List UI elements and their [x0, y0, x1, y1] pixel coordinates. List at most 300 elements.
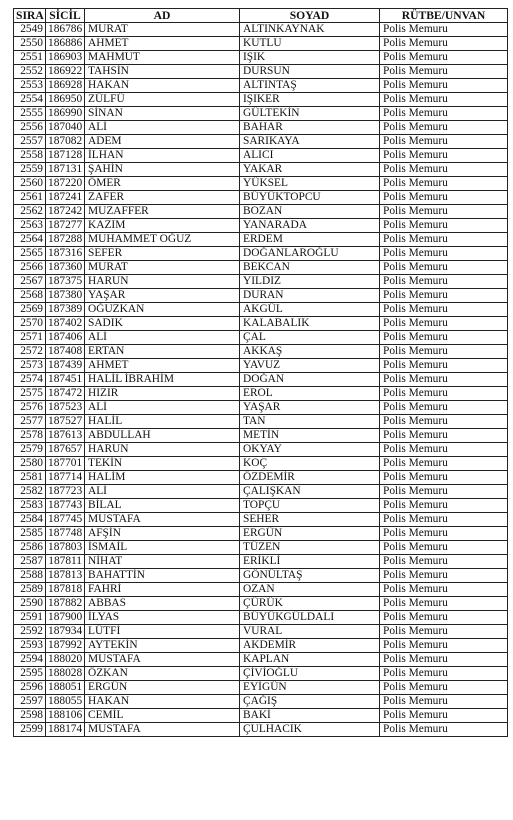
cell-soyad: YAŞAR — [240, 401, 380, 415]
cell-ad: HAKAN — [85, 695, 240, 709]
header-soyad: SOYAD — [240, 9, 380, 23]
table-row — [14, 177, 508, 191]
cell-sira: 2578 — [14, 429, 46, 443]
cell-soyad: YAKAR — [240, 163, 380, 177]
cell-sicil: 187131 — [46, 163, 85, 177]
table-body — [14, 23, 508, 737]
table-row — [14, 345, 508, 359]
cell-sira: 2552 — [14, 65, 46, 79]
table-row — [14, 667, 508, 681]
table-row — [14, 79, 508, 93]
cell-ad: ERGÜN — [85, 681, 240, 695]
table-row — [14, 247, 508, 261]
cell-sicil: 187380 — [46, 289, 85, 303]
cell-ad: ALİ — [85, 401, 240, 415]
table-row — [14, 695, 508, 709]
cell-ad: MUHAMMET OĞUZ — [85, 233, 240, 247]
cell-sicil: 187408 — [46, 345, 85, 359]
cell-rutbe: Polis Memuru — [380, 121, 508, 135]
cell-soyad: BÜYÜKTOPCU — [240, 191, 380, 205]
cell-sira: 2580 — [14, 457, 46, 471]
cell-sira: 2556 — [14, 121, 46, 135]
table-row — [14, 233, 508, 247]
cell-sira: 2558 — [14, 149, 46, 163]
cell-sicil: 186990 — [46, 107, 85, 121]
cell-sicil: 187316 — [46, 247, 85, 261]
cell-sicil: 188174 — [46, 723, 85, 737]
cell-sira: 2586 — [14, 541, 46, 555]
cell-sira: 2595 — [14, 667, 46, 681]
cell-soyad: SARIKAYA — [240, 135, 380, 149]
cell-ad: ZÜLFÜ — [85, 93, 240, 107]
cell-soyad: GÖNÜLTAŞ — [240, 569, 380, 583]
cell-ad: SADIK — [85, 317, 240, 331]
cell-sira: 2576 — [14, 401, 46, 415]
cell-soyad: EROL — [240, 387, 380, 401]
cell-sicil: 187743 — [46, 499, 85, 513]
table-row — [14, 471, 508, 485]
cell-soyad: ERGÜN — [240, 527, 380, 541]
cell-ad: ERTAN — [85, 345, 240, 359]
cell-soyad: TÜZEN — [240, 541, 380, 555]
cell-ad: MUSTAFA — [85, 723, 240, 737]
cell-sicil: 187714 — [46, 471, 85, 485]
table-row — [14, 387, 508, 401]
cell-soyad: ÇULHACIK — [240, 723, 380, 737]
cell-rutbe: Polis Memuru — [380, 541, 508, 555]
cell-rutbe: Polis Memuru — [380, 625, 508, 639]
cell-soyad: ÇALIŞKAN — [240, 485, 380, 499]
cell-soyad: ÖZDEMİR — [240, 471, 380, 485]
cell-rutbe: Polis Memuru — [380, 275, 508, 289]
cell-rutbe: Polis Memuru — [380, 107, 508, 121]
cell-rutbe: Polis Memuru — [380, 191, 508, 205]
cell-rutbe: Polis Memuru — [380, 163, 508, 177]
cell-soyad: ÇAĞIŞ — [240, 695, 380, 709]
table-row — [14, 709, 508, 723]
table-row — [14, 401, 508, 415]
cell-sicil: 187818 — [46, 583, 85, 597]
cell-sicil: 187748 — [46, 527, 85, 541]
table-row — [14, 191, 508, 205]
cell-ad: HALİL İBRAHİM — [85, 373, 240, 387]
cell-soyad: DURSUN — [240, 65, 380, 79]
cell-sira: 2562 — [14, 205, 46, 219]
cell-soyad: KUTLU — [240, 37, 380, 51]
cell-sicil: 187242 — [46, 205, 85, 219]
cell-soyad: OKYAY — [240, 443, 380, 457]
cell-rutbe: Polis Memuru — [380, 331, 508, 345]
cell-sicil: 187241 — [46, 191, 85, 205]
cell-sira: 2599 — [14, 723, 46, 737]
cell-ad: SEFER — [85, 247, 240, 261]
cell-rutbe: Polis Memuru — [380, 457, 508, 471]
cell-rutbe: Polis Memuru — [380, 37, 508, 51]
cell-sicil: 187803 — [46, 541, 85, 555]
table-row — [14, 23, 508, 37]
cell-sira: 2575 — [14, 387, 46, 401]
cell-soyad: GÜLTEKİN — [240, 107, 380, 121]
cell-sira: 2590 — [14, 597, 46, 611]
cell-rutbe: Polis Memuru — [380, 597, 508, 611]
cell-ad: ZAFER — [85, 191, 240, 205]
table-header-row — [14, 9, 508, 23]
table-row — [14, 107, 508, 121]
cell-sira: 2592 — [14, 625, 46, 639]
cell-sira: 2571 — [14, 331, 46, 345]
cell-rutbe: Polis Memuru — [380, 233, 508, 247]
cell-sira: 2597 — [14, 695, 46, 709]
table-row — [14, 65, 508, 79]
cell-soyad: AKDEMİR — [240, 639, 380, 653]
cell-ad: AHMET — [85, 359, 240, 373]
cell-ad: OĞUZKAN — [85, 303, 240, 317]
table-row — [14, 499, 508, 513]
cell-ad: HAKAN — [85, 79, 240, 93]
table-row — [14, 149, 508, 163]
cell-rutbe: Polis Memuru — [380, 569, 508, 583]
table-row — [14, 527, 508, 541]
cell-sicil: 187472 — [46, 387, 85, 401]
table-row — [14, 219, 508, 233]
cell-sicil: 187082 — [46, 135, 85, 149]
cell-soyad: METİN — [240, 429, 380, 443]
cell-sicil: 187389 — [46, 303, 85, 317]
cell-sira: 2596 — [14, 681, 46, 695]
table-row — [14, 359, 508, 373]
cell-sira: 2567 — [14, 275, 46, 289]
cell-ad: İLHAN — [85, 149, 240, 163]
cell-soyad: IŞIK — [240, 51, 380, 65]
table-row — [14, 317, 508, 331]
cell-soyad: OZAN — [240, 583, 380, 597]
cell-sicil: 187992 — [46, 639, 85, 653]
cell-sira: 2564 — [14, 233, 46, 247]
cell-rutbe: Polis Memuru — [380, 471, 508, 485]
cell-sicil: 188055 — [46, 695, 85, 709]
cell-sicil: 186928 — [46, 79, 85, 93]
cell-soyad: AKGÜL — [240, 303, 380, 317]
cell-sira: 2594 — [14, 653, 46, 667]
cell-rutbe: Polis Memuru — [380, 709, 508, 723]
cell-ad: İLYAS — [85, 611, 240, 625]
cell-sicil: 187813 — [46, 569, 85, 583]
cell-soyad: BOZAN — [240, 205, 380, 219]
cell-soyad: KAPLAN — [240, 653, 380, 667]
cell-ad: CEMİL — [85, 709, 240, 723]
cell-ad: ABBAS — [85, 597, 240, 611]
cell-soyad: EYİGÜN — [240, 681, 380, 695]
cell-soyad: SEHER — [240, 513, 380, 527]
cell-soyad: VURAL — [240, 625, 380, 639]
cell-sira: 2551 — [14, 51, 46, 65]
cell-soyad: YÜKSEL — [240, 177, 380, 191]
cell-sicil: 187900 — [46, 611, 85, 625]
cell-ad: KAZIM — [85, 219, 240, 233]
cell-ad: MUSTAFA — [85, 513, 240, 527]
cell-ad: HIZIR — [85, 387, 240, 401]
cell-sira: 2591 — [14, 611, 46, 625]
cell-sicil: 187128 — [46, 149, 85, 163]
cell-soyad: DOĞANLAROĞLU — [240, 247, 380, 261]
cell-soyad: KOÇ — [240, 457, 380, 471]
cell-rutbe: Polis Memuru — [380, 555, 508, 569]
cell-ad: MUZAFFER — [85, 205, 240, 219]
cell-soyad: TOPÇU — [240, 499, 380, 513]
cell-ad: LÜTFİ — [85, 625, 240, 639]
table-row — [14, 37, 508, 51]
cell-sira: 2593 — [14, 639, 46, 653]
cell-sira: 2598 — [14, 709, 46, 723]
cell-sicil: 188020 — [46, 653, 85, 667]
cell-rutbe: Polis Memuru — [380, 205, 508, 219]
table-row — [14, 93, 508, 107]
cell-sicil: 186886 — [46, 37, 85, 51]
cell-sira: 2573 — [14, 359, 46, 373]
table-row — [14, 513, 508, 527]
cell-soyad: ALTINTAŞ — [240, 79, 380, 93]
cell-sira: 2561 — [14, 191, 46, 205]
cell-sira: 2553 — [14, 79, 46, 93]
cell-soyad: ÇİVİOĞLU — [240, 667, 380, 681]
table-row — [14, 555, 508, 569]
cell-sira: 2583 — [14, 499, 46, 513]
cell-sira: 2585 — [14, 527, 46, 541]
cell-ad: ÖZKAN — [85, 667, 240, 681]
cell-rutbe: Polis Memuru — [380, 639, 508, 653]
cell-rutbe: Polis Memuru — [380, 695, 508, 709]
cell-sicil: 187723 — [46, 485, 85, 499]
cell-rutbe: Polis Memuru — [380, 653, 508, 667]
cell-sicil: 187220 — [46, 177, 85, 191]
cell-sicil: 187882 — [46, 597, 85, 611]
cell-sira: 2555 — [14, 107, 46, 121]
cell-rutbe: Polis Memuru — [380, 289, 508, 303]
cell-ad: BİLAL — [85, 499, 240, 513]
cell-sira: 2557 — [14, 135, 46, 149]
cell-ad: HALİL — [85, 415, 240, 429]
cell-sira: 2549 — [14, 23, 46, 37]
cell-rutbe: Polis Memuru — [380, 219, 508, 233]
cell-rutbe: Polis Memuru — [380, 513, 508, 527]
cell-soyad: ÇÜRÜK — [240, 597, 380, 611]
cell-rutbe: Polis Memuru — [380, 65, 508, 79]
cell-sicil: 187613 — [46, 429, 85, 443]
cell-soyad: ERİKLİ — [240, 555, 380, 569]
table-row — [14, 415, 508, 429]
cell-sira: 2559 — [14, 163, 46, 177]
cell-sicil: 188106 — [46, 709, 85, 723]
cell-sira: 2554 — [14, 93, 46, 107]
cell-sira: 2560 — [14, 177, 46, 191]
cell-ad: MUSTAFA — [85, 653, 240, 667]
cell-soyad: AKKAŞ — [240, 345, 380, 359]
cell-sicil: 187277 — [46, 219, 85, 233]
table-row — [14, 653, 508, 667]
table-row — [14, 541, 508, 555]
table-row — [14, 583, 508, 597]
table-row — [14, 723, 508, 737]
cell-rutbe: Polis Memuru — [380, 723, 508, 737]
cell-soyad: DOĞAN — [240, 373, 380, 387]
cell-rutbe: Polis Memuru — [380, 499, 508, 513]
cell-ad: MURAT — [85, 261, 240, 275]
cell-sicil: 187451 — [46, 373, 85, 387]
cell-sira: 2581 — [14, 471, 46, 485]
cell-soyad: ERDEM — [240, 233, 380, 247]
cell-sicil: 187375 — [46, 275, 85, 289]
table-row — [14, 681, 508, 695]
document-page — [13, 8, 507, 737]
cell-rutbe: Polis Memuru — [380, 681, 508, 695]
cell-ad: ADEM — [85, 135, 240, 149]
table-row — [14, 373, 508, 387]
cell-ad: TEKİN — [85, 457, 240, 471]
cell-sira: 2582 — [14, 485, 46, 499]
cell-rutbe: Polis Memuru — [380, 23, 508, 37]
table-row — [14, 611, 508, 625]
cell-sicil: 187406 — [46, 331, 85, 345]
table-row — [14, 261, 508, 275]
table-row — [14, 443, 508, 457]
cell-sicil: 186903 — [46, 51, 85, 65]
personnel-table — [13, 8, 508, 737]
cell-rutbe: Polis Memuru — [380, 583, 508, 597]
cell-ad: ALİ — [85, 331, 240, 345]
cell-ad: İSMAİL — [85, 541, 240, 555]
table-row — [14, 569, 508, 583]
cell-ad: ABDULLAH — [85, 429, 240, 443]
cell-sira: 2588 — [14, 569, 46, 583]
cell-rutbe: Polis Memuru — [380, 303, 508, 317]
cell-ad: YAŞAR — [85, 289, 240, 303]
cell-sicil: 187040 — [46, 121, 85, 135]
cell-sicil: 187934 — [46, 625, 85, 639]
cell-sicil: 187360 — [46, 261, 85, 275]
table-row — [14, 639, 508, 653]
cell-soyad: ALTINKAYNAK — [240, 23, 380, 37]
table-row — [14, 121, 508, 135]
cell-rutbe: Polis Memuru — [380, 429, 508, 443]
cell-rutbe: Polis Memuru — [380, 345, 508, 359]
cell-rutbe: Polis Memuru — [380, 443, 508, 457]
cell-sicil: 187811 — [46, 555, 85, 569]
cell-sicil: 188051 — [46, 681, 85, 695]
cell-rutbe: Polis Memuru — [380, 247, 508, 261]
cell-sira: 2566 — [14, 261, 46, 275]
table-row — [14, 331, 508, 345]
cell-rutbe: Polis Memuru — [380, 401, 508, 415]
cell-rutbe: Polis Memuru — [380, 149, 508, 163]
cell-rutbe: Polis Memuru — [380, 387, 508, 401]
header-rutbe: RÜTBE/UNVAN — [380, 9, 508, 23]
cell-sicil: 187439 — [46, 359, 85, 373]
cell-soyad: BÜYÜKGÜLDALI — [240, 611, 380, 625]
table-row — [14, 135, 508, 149]
cell-sira: 2565 — [14, 247, 46, 261]
cell-rutbe: Polis Memuru — [380, 415, 508, 429]
cell-sicil: 186950 — [46, 93, 85, 107]
cell-soyad: ÇAL — [240, 331, 380, 345]
cell-rutbe: Polis Memuru — [380, 359, 508, 373]
cell-rutbe: Polis Memuru — [380, 135, 508, 149]
cell-ad: AYTEKİN — [85, 639, 240, 653]
cell-sicil: 187701 — [46, 457, 85, 471]
cell-ad: NİHAT — [85, 555, 240, 569]
cell-sicil: 187402 — [46, 317, 85, 331]
cell-rutbe: Polis Memuru — [380, 373, 508, 387]
cell-sira: 2589 — [14, 583, 46, 597]
table-row — [14, 163, 508, 177]
cell-ad: AHMET — [85, 37, 240, 51]
cell-sira: 2550 — [14, 37, 46, 51]
cell-sira: 2570 — [14, 317, 46, 331]
cell-soyad: KALABALIK — [240, 317, 380, 331]
cell-ad: TAHSİN — [85, 65, 240, 79]
cell-sira: 2584 — [14, 513, 46, 527]
cell-soyad: BEKCAN — [240, 261, 380, 275]
cell-sira: 2579 — [14, 443, 46, 457]
cell-sira: 2568 — [14, 289, 46, 303]
cell-soyad: YANARADA — [240, 219, 380, 233]
cell-soyad: YILDIZ — [240, 275, 380, 289]
cell-rutbe: Polis Memuru — [380, 667, 508, 681]
cell-sicil: 188028 — [46, 667, 85, 681]
table-row — [14, 205, 508, 219]
cell-soyad: TAN — [240, 415, 380, 429]
cell-ad: FAHRİ — [85, 583, 240, 597]
cell-rutbe: Polis Memuru — [380, 51, 508, 65]
cell-ad: ÖMER — [85, 177, 240, 191]
cell-ad: HARUN — [85, 275, 240, 289]
cell-ad: HALİM — [85, 471, 240, 485]
cell-ad: SİNAN — [85, 107, 240, 121]
cell-sicil: 187657 — [46, 443, 85, 457]
table-row — [14, 429, 508, 443]
cell-ad: MURAT — [85, 23, 240, 37]
cell-soyad: ALICI — [240, 149, 380, 163]
cell-sira: 2569 — [14, 303, 46, 317]
cell-soyad: DURAN — [240, 289, 380, 303]
cell-sira: 2572 — [14, 345, 46, 359]
cell-ad: ŞAHİN — [85, 163, 240, 177]
table-row — [14, 289, 508, 303]
table-row — [14, 597, 508, 611]
table-row — [14, 275, 508, 289]
cell-ad: ALİ — [85, 485, 240, 499]
cell-rutbe: Polis Memuru — [380, 317, 508, 331]
cell-rutbe: Polis Memuru — [380, 93, 508, 107]
table-row — [14, 625, 508, 639]
cell-soyad: IŞIKER — [240, 93, 380, 107]
cell-soyad: BAHAR — [240, 121, 380, 135]
cell-sicil: 187527 — [46, 415, 85, 429]
header-sira: SIRA — [14, 9, 46, 23]
cell-ad: AFŞİN — [85, 527, 240, 541]
table-row — [14, 485, 508, 499]
cell-ad: BAHATTİN — [85, 569, 240, 583]
cell-sicil: 186922 — [46, 65, 85, 79]
cell-soyad: YAVUZ — [240, 359, 380, 373]
cell-sira: 2587 — [14, 555, 46, 569]
cell-sicil: 187523 — [46, 401, 85, 415]
cell-ad: MAHMUT — [85, 51, 240, 65]
table-row — [14, 51, 508, 65]
cell-sira: 2563 — [14, 219, 46, 233]
cell-sicil: 186786 — [46, 23, 85, 37]
header-sicil: SİCİL — [46, 9, 85, 23]
cell-sira: 2574 — [14, 373, 46, 387]
